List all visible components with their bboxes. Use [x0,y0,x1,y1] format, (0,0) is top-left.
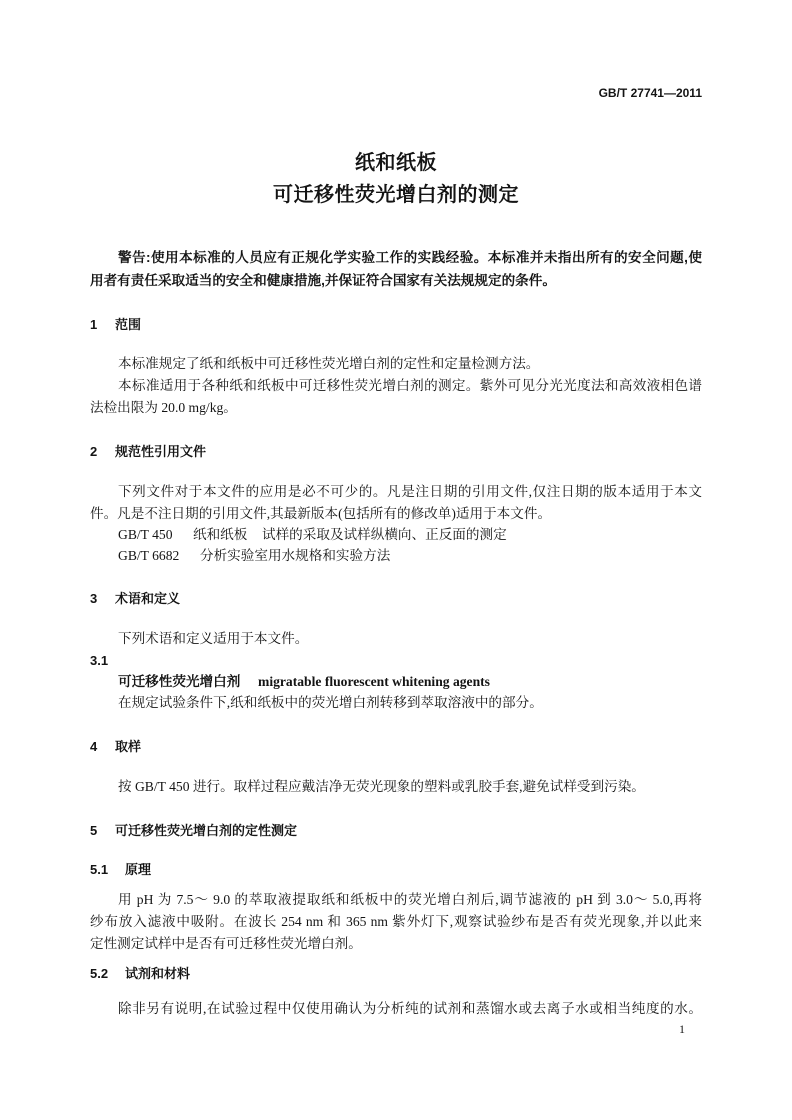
paragraph-line: 件。凡是不注日期的引用文件,其最新版本(包括所有的修改单)适用于本文件。 [90,506,552,521]
title-line-2: 可迁移性荧光增白剂的测定 [273,184,519,206]
subsection-heading: 试剂和材料 [125,966,191,981]
section-heading: 取样 [115,739,142,754]
paragraph-line: 定性测定试样中是否有可迁移性荧光增白剂。 [90,936,362,951]
paragraph-line: 下列文件对于本文件的应用是必不可少的。凡是注日期的引用文件,仅注日期的版本适用于本文 [118,484,702,499]
term-english: migratable fluorescent whitening agents [258,674,490,689]
paragraph-line: 下列术语和定义适用于本文件。 [118,631,309,646]
warning-line: 警告:使用本标准的人员应有正规化学实验工作的实践经验。本标准并未指出所有的安全问题,使 [118,250,702,265]
section-heading: 术语和定义 [115,591,181,606]
section-number: 4 [90,739,98,754]
subsection-heading: 原理 [125,862,152,877]
subsection-number: 5.2 [90,966,109,981]
paragraph-line: 用 pH 为 7.5～ 9.0 的萃取液提取纸和纸板中的荧光增白剂后,调节滤液的 pH 到 3.0～ 5.0,再将 [118,892,702,907]
paragraph-line: 本标准适用于各种纸和纸板中可迁移性荧光增白剂的测定。紫外可见分光光度法和高效液相色谱 [118,378,702,393]
reference-title: 纸和纸板 [193,527,248,542]
paragraph-line: 法检出限为 20.0 mg/kg。 [90,400,237,415]
standard-number: GB/T 27741—2011 [598,86,702,100]
reference-title: 分析实验室用水规格和实验方法 [200,548,391,563]
reference-code: GB/T 450 [118,527,173,542]
paragraph-line: 按 GB/T 450 进行。取样过程应戴洁净无荧光现象的塑料或乳胶手套,避免试样受到污染。 [118,779,645,794]
section-heading: 可迁移性荧光增白剂的定性测定 [115,823,298,838]
reference-title: 试样的采取及试样纵横向、正反面的测定 [262,527,507,542]
section-number: 5 [90,823,98,838]
section-heading: 范围 [115,317,142,332]
term-number: 3.1 [90,653,109,668]
term-definition: 在规定试验条件下,纸和纸板中的荧光增白剂转移到萃取溶液中的部分。 [118,695,543,710]
section-number: 2 [90,444,98,459]
paragraph-line: 除非另有说明,在试验过程中仅使用确认为分析纯的试剂和蒸馏水或去离子水或相当纯度的水。 [118,1001,702,1016]
section-number: 3 [90,591,98,606]
reference-code: GB/T 6682 [118,548,180,563]
warning-line: 用者有责任采取适当的安全和健康措施,并保证符合国家有关法规规定的条件。 [90,273,556,288]
paragraph-line: 纱布放入滤液中吸附。在波长 254 nm 和 365 nm 紫外灯下,观察试验纱布是否有荧光现象,并以此来 [90,914,702,929]
page-number: 1 [679,1022,685,1036]
paragraph-line: 本标准规定了纸和纸板中可迁移性荧光增白剂的定性和定量检测方法。 [118,356,540,371]
term-chinese: 可迁移性荧光增白剂 [118,674,241,689]
subsection-number: 5.1 [90,862,109,877]
title-line-1: 纸和纸板 [355,152,437,174]
section-heading: 规范性引用文件 [115,444,207,459]
section-number: 1 [90,317,98,332]
